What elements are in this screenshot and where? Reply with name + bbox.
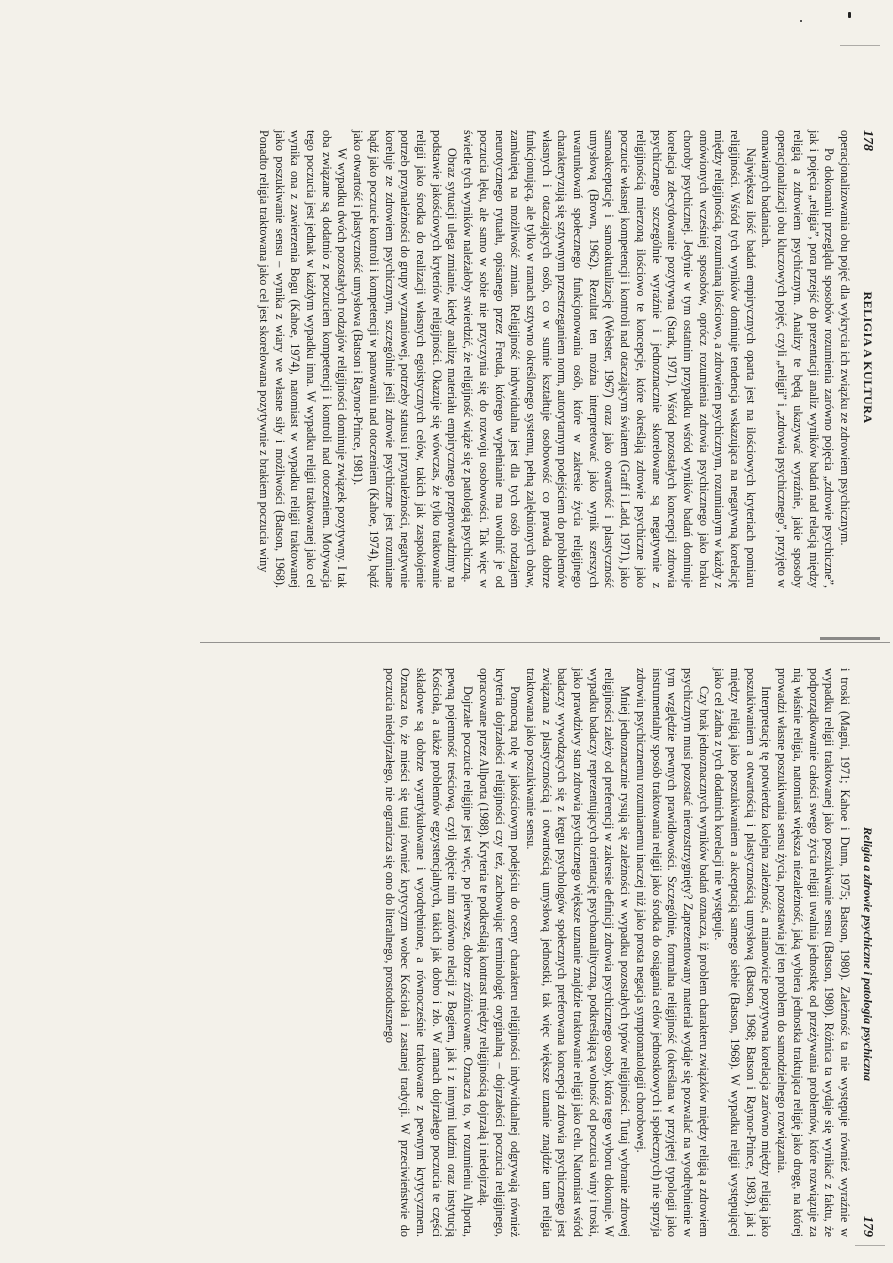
paragraph: Największa ilość badań empirycznych oparta jest na ilościowych kryteriach pomiaru religijności. Wśród tych wyników dominuje tendencja wskazująca na negatywną korelację między religijnością, rozumianą ilościowo, a zdrowiem psychicznym, rozumianym w każdy z omówionych wcześniej sposobów, oprócz rozumienia zdrowia psychicznego jako braku choroby psychicznej. Jedynie w tym ostatnim przypadku wśród wyników badań dominuje korelacja zdecydowanie pozytywna (Stark, 1971). Wśród pozostałych koncepcji zdrowia psychicznego szczególnie wyraźnie i jednoznacznie skorelowane są negatywnie z religijnością mierzoną ilościowo te koncepcje, które określają zdrowie psychiczne jako poczucie własnej kompetencji i kontroli nad otaczającym światem (Graff i Ladd, 1971), jako samoakceptację i samoaktualizację (Webster, 1967) oraz jako otwartość i plastyczność umysłową (Brown, 1962). Rezultat ten można interpretować jako wynik szerszych uwarunkowań społecznego funkcjonowania osób, które w zakresie życia religijnego charakteryzują się sztywnym przestrzeganiem norm, autorytarnym podejściem do problemów własnych i otaczających osób, co w sumie kształtuje osobowość co prawda dobrze funkcjonującą, ale tylko w ramach sztywno określonego systemu, pełną zalęknionych obaw, zamkniętą na możliwość zmian. Religijność indywidualna jest dla tych osób rodzajem neurotycznego rytuału, opisanego przez Freuda, którego wypełnianie ma uwolnić je od poczucia lęku, ale samo w sobie nie przyczynia się do rozwoju osobowości. Tak więc w świetle tych wyników należałoby stwierdzić, że religijność wiąże się z patologią psychiczną. (461, 130, 758, 588)
left-page-header (859, 130, 875, 588)
paragraph: operacjonalizowania obu pojęć dla wykrycia ich związku ze zdrowiem psychicznym. (838, 130, 852, 546)
paragraph: W wypadku dwóch pozostałych rodzajów religijności dominuje związek pozytywny. I tak oba związane są dodatnio z poczuciem kompetencji i kontroli nad otoczeniem. Motywacja tego poczucia jest jednak w każdym wypadku inna. W wypadku religii traktowanej jako cel wynika ona z zawierzenia Bogu (Kahoe, 1974), natomiast w wypadku religii traktowanej jako poszukiwanie sensu – wynika z wiary we własne siły i możliwości (Batson, 1968). Ponadto religia traktowana jako cel jest skorelowana pozytywnie z brakiem poczucia winy (256, 130, 350, 588)
paragraph: Interpretację tę potwierdza kolejna zależność, a mianowicie pozytywna korelacja zarówno między religią jako poszukiwaniem a otwartością i plastycznością umysłową (Batson, 1968; Batson i Raynor-Prince, 1983), jak i między religią jako poszukiwaniem a akceptacją samego siebie (Batson, 1968). W wypadku religii występującej jako cel żadna z tych dodatnich korelacji nie występuje. (712, 668, 774, 1237)
scan-edge-mark (840, 45, 880, 46)
paragraph: Dojrzałe poczucie religijne jest więc, po pierwsze, dobrze zróżnicowane. Oznacza to, w rozumieniu Allporta, pewną pojemność treściową, czyli objęcie nim zarówno relacji z Bogiem, jak i z innymi ludźmi oraz instytucją Kościoła, a także problemów egzystencjalnych, takich jak dobro i zło. W ramach dojrzałego poczucia te części składowe są dobrze wyartykułowane i wyodrębnione, a równocześnie traktowane z pewnym krytycyzmem. Oznacza to, że mieści się tutaj również krytycyzm wobec Kościoła i zastanej tradycji. W przeciwieństwie do poczucia niedojrzałego, nie ogranicza się ono do literalnego, prostodusznego (382, 668, 476, 1237)
right-page (0, 660, 893, 1263)
gutter-shadow (200, 642, 890, 643)
scan-speck (848, 12, 851, 18)
right-page-body (381, 668, 852, 1237)
paragraph: Po dokonaniu przeglądu sposobów rozumienia zarówno pojęcia „zdrowie psychiczne”, jak i pojęcia „religia”, pora przejść do prezentacji analiz wyników badań nad relacją między religią a zdrowiem psychicznym. Analizy te będą ukazywać wyraźnie, jakie sposoby operacjonalizacji obu kluczowych pojęć, czyli „religii” i „zdrowia psychicznego”, przyjęto w omawianych badaniach. (759, 130, 837, 588)
paragraph: Czy brak jednoznacznych wyników badań oznacza, iż problem charakteru związków między religią a zdrowiem psychicznym musi pozostać nierozstrzygnięty? Zaprezentowany materiał wydaje się pozwalać na wyodrębnienie w tym względzie pewnych prawidłowości. Szczególnie, formalna religijność (określana w przyjętej typologii jako instrumentalny sposób traktowania religii jako środka do osiągania celów jednostkowych i społecznych) nie sprzyja zdrowiu psychicznemu rozumianemu inaczej niż jako prosta negacja symptomatologii chorobowej. (633, 668, 711, 1237)
right-page-number: 179 (860, 1216, 875, 1237)
left-page-body (255, 130, 852, 588)
paragraph: i troski (Magni, 1971; Kahoe i Dunn, 1975; Batson, 1980). Zależność ta nie występuje również wyraźnie w wypadku religii traktowanej jako poszukiwanie sensu (Batson, 1980). Różnica ta wydaje się wynikać z faktu, że podporządkowanie całości swego życia religii uwalnia jednostkę od przeżywania problemów, które rozwiązuje za nią właśnie religia, natomiast większa niezależność, jaką wybiera jednostka traktująca religię jako drogę, na której prowadzi własne poszukiwania sensu życia, pozostawia jej ten problem do samodzielnego rozwiązania. (775, 668, 852, 1237)
gutter-shadow (820, 637, 880, 640)
paragraph: Obraz sytuacji ulega zmianie, kiedy analizę materiału empirycznego przeprowadzimy na podstawie jakościowych kryteriów religijności. Okazuje się wówczas, że tylko traktowanie religii jako środka do realizacji własnych egoistycznych celów, takich jak zaspokojenie potrzeb przynależności do grupy wyznaniowej, potrzeby statusu i przynależności, negatywnie koreluje ze zdrowiem psychicznym, szczególnie jeśli zdrowie psychiczne jest rozumiane bądź jako poczucie kontroli i kompetencji w panowaniu nad otoczeniem (Kahoe, 1974), bądź jako otwartość i plastyczność umysłowa (Batson i Raynor-Prince, 1981). (351, 130, 460, 588)
right-running-head: Religia a zdrowie psychiczne i patologia psychiczna (861, 827, 875, 1081)
scan-speck (800, 20, 802, 22)
paragraph: Pomocną rolę w jakościowym podejściu do oceny charakteru religijności indywidualnej odgrywają również kryteria dojrzałości religijności czy też, zachowując terminologię oryginalną – dojrzałości poczucia religijnego, opracowane przez Allporta (1988). Kryteria te podkreślają kontrast między religijnością dojrzałą i niedojrzałą. (476, 668, 523, 1237)
left-page-number: 178 (860, 130, 875, 151)
left-page (0, 0, 893, 628)
paragraph: Mniej jednoznacznie rysują się zależności w wypadku pozostałych typów religijności. Tutaj wybranie zdrowej religijności zależy od preferencji w zakresie definicji zdrowia psychicznego osoby, która tego wyboru dokonuje. W wypadku badaczy reprezentujących orientację psychoanalityczną, podkreślającą wolność od poczucia winy i troski, jako prawdziwy stan zdrowia psychicznego większe uznanie znajdzie traktowanie religii jako celu. Natomiast wśród badaczy wywodzących się z kręgu psychologów społecznych preferowana koncepcja zdrowia psychicznego jest związana z plastycznością i otwartością umysłową jednostki, tak więc większe uznanie znajdzie tam religia traktowana jako poszukiwanie sensu. (523, 668, 633, 1237)
scan-edge-mark (855, 1245, 885, 1246)
left-running-head: RELIGIA A KULTURA (861, 291, 875, 424)
right-page-header (859, 668, 875, 1237)
